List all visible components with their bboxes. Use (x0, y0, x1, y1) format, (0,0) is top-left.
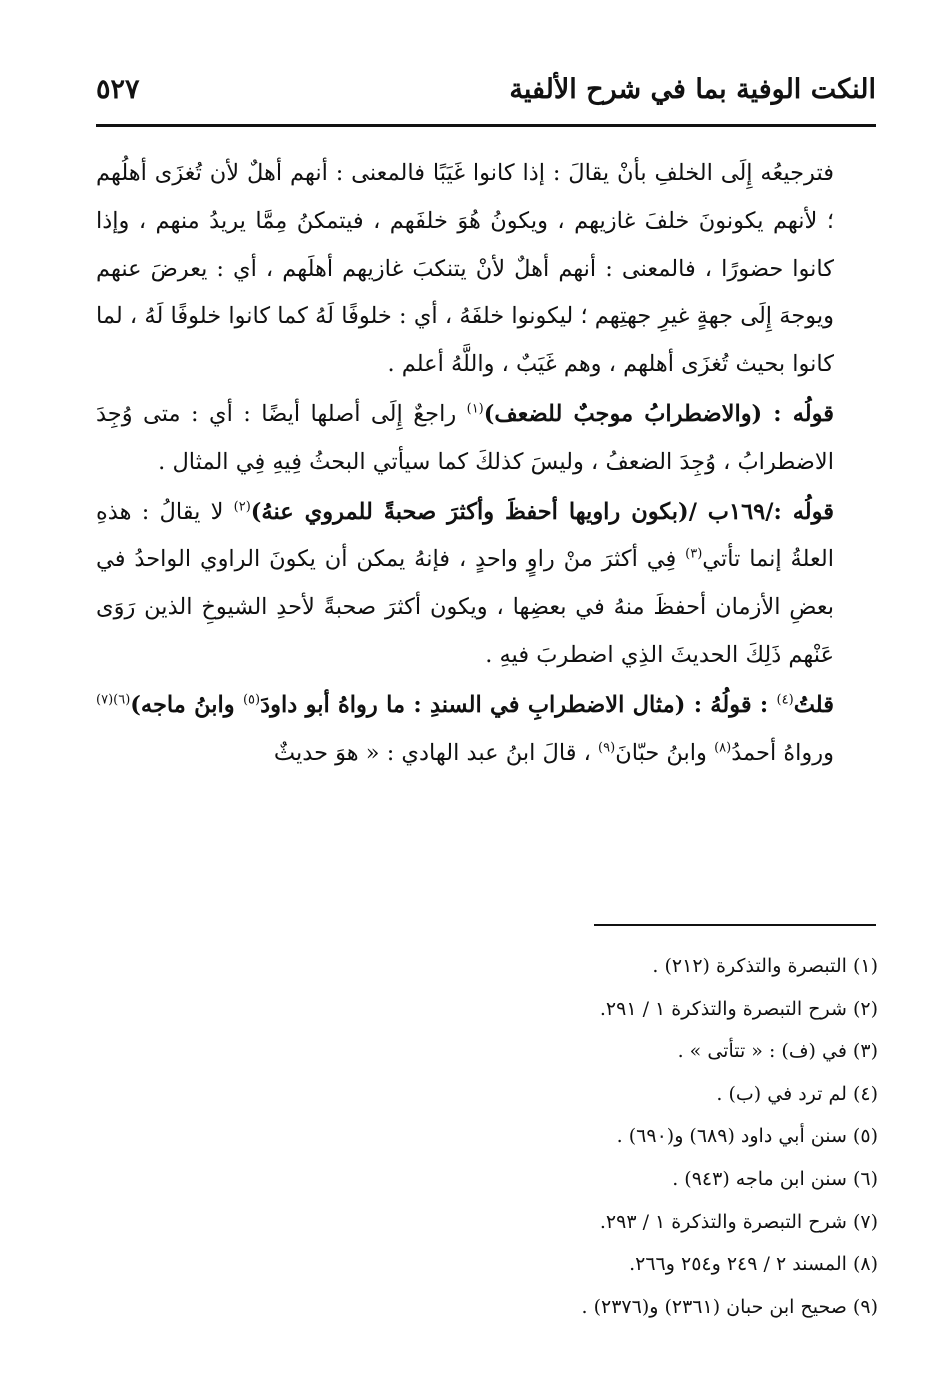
footnote-ref[interactable]: (١) (466, 401, 484, 417)
footnote-ref[interactable]: (٤) (776, 692, 794, 708)
footnote-ref[interactable]: (٣) (685, 546, 703, 562)
footnote-item: (٤) لم ترد في (ب) . (716, 1082, 878, 1105)
footnote-item: (٦) سنن ابن ماجه (٩٤٣) . (672, 1167, 878, 1190)
footnote-ref[interactable]: (٨) (714, 740, 732, 756)
paragraph-4-text: ورواهُ أحمدُ (731, 739, 834, 766)
main-text (96, 150, 876, 777)
paragraph-3-quote: (بكون راويها أحفظَ وأكثرَ صحبةً للمروي عنهُ) (250, 498, 689, 525)
paragraph-4-text-cont: وابنُ حبّانَ (615, 739, 715, 766)
footnote-ref[interactable]: (٦)(٧) (96, 692, 131, 708)
paragraph-4-quote: (مثال الاضطرابِ في السندِ : ما رواهُ أبو داودَ (260, 691, 686, 718)
paragraph-3-text: لا يقالُ : هذهِ العلةُ إنما تأتي (96, 498, 834, 573)
paragraph-4 (96, 682, 876, 778)
page-number: ٥٢٧ (96, 74, 140, 105)
footnote-item: (٥) سنن أبي داود (٦٨٩) و(٦٩٠) . (616, 1125, 878, 1148)
footnote-item: (٩) صحيح ابن حبان (٢٣٦١) و(٢٣٧٦) . (581, 1295, 878, 1318)
footnote-item: (٧) شرح التبصرة والتذكرة ١ / ٢٩٣. (599, 1210, 878, 1233)
footnote-item: (١) التبصرة والتذكرة (٢١٢) . (652, 955, 878, 977)
page-header (96, 70, 876, 120)
paragraph-3-text-cont: فِي أكثرَ منْ راوٍ واحدٍ ، فإنهُ يمكن أن يكونَ الراوي الواحدُ في بعضِ الأزمان أحفظَ منهُ في بعضِها ، ويكون أكثرَ صحبةً لأحدِ الشيوخِ الذين رَوَى عَنْهم ذَلِكَ الحديثَ الذِي اضطربَ فيهِ . (96, 546, 834, 668)
paragraph-4-lead: قلتُ (793, 691, 834, 718)
paragraph-2-quote: (والاضطرابُ موجبٌ للضعف) (483, 400, 763, 427)
footnotes (96, 945, 878, 1328)
footnote-item: (٢) شرح التبصرة والتذكرة ١ / ٢٩١. (599, 997, 878, 1020)
paragraph-3 (96, 489, 876, 680)
paragraph-4-text-end: ، قالَ ابنُ عبد الهادي : « هوَ حديثٌ (273, 739, 599, 766)
paragraph-4-mid: : قولُهُ : (685, 691, 777, 718)
paragraph-2 (96, 391, 876, 487)
footnote-item: (٨) المسند ٢ / ٢٤٩ و٢٥٤ و٢٦٦. (629, 1253, 878, 1276)
footnote-ref[interactable]: (٢) (233, 499, 251, 515)
paragraph-4-quote-cont: وابنُ ماجه) (130, 691, 243, 718)
footnote-ref[interactable]: (٩) (598, 740, 616, 756)
paragraph-1: فترجيعُه إِلَى الخلفِ بأنْ يقالَ : إذا كانوا غَيَبًا فالمعنى : أنهم أهلٌ لأن تُغزَى أهلُهم ؛ لأنهم يكونونَ خلفَ غازيهم ، ويكونُ هُوَ خلفَهم ، فيتمكنُ مِمَّا يريدُ منهم ، وإذا كانوا حضورًا ، فالمعنى : أنهم أهلٌ لأنْ يتنكبَ غازيهم أهلَهم ، أي : يعرضَ عنهم ويوجهَ إِلَى جهةٍ غيرِ جهتِهم ؛ ليكونوا خلفَهُ ، أي : خلوفًا لَهُ كما كانوا خلوفًا لَهُ ، لما كانوا بحيث تُغزَى أهلهم ، وهم غَيَبٌ ، واللَّهُ أعلم . (96, 160, 834, 378)
paragraph-2-lead: قولُه : (762, 400, 834, 427)
paragraph-2-text: راجعٌ إِلَى أصلها أيضًا : أي : متى وُجِدَ الاضطرابُ ، وُجِدَ الضعفُ ، وليسَ كذلكَ كما سيأتي البحثُ فِيهِ فِي المثال . (96, 400, 834, 475)
running-title: النكت الوفية بما في شرح الألفية (509, 74, 876, 105)
header-divider (96, 124, 876, 127)
paragraph-3-lead: قولُه :/١٦٩ب / (688, 498, 834, 525)
footnote-item: (٣) في (ف) : « تتأتى » . (677, 1040, 878, 1063)
footnote-ref[interactable]: (٥) (242, 692, 261, 708)
footnote-divider (594, 924, 876, 926)
